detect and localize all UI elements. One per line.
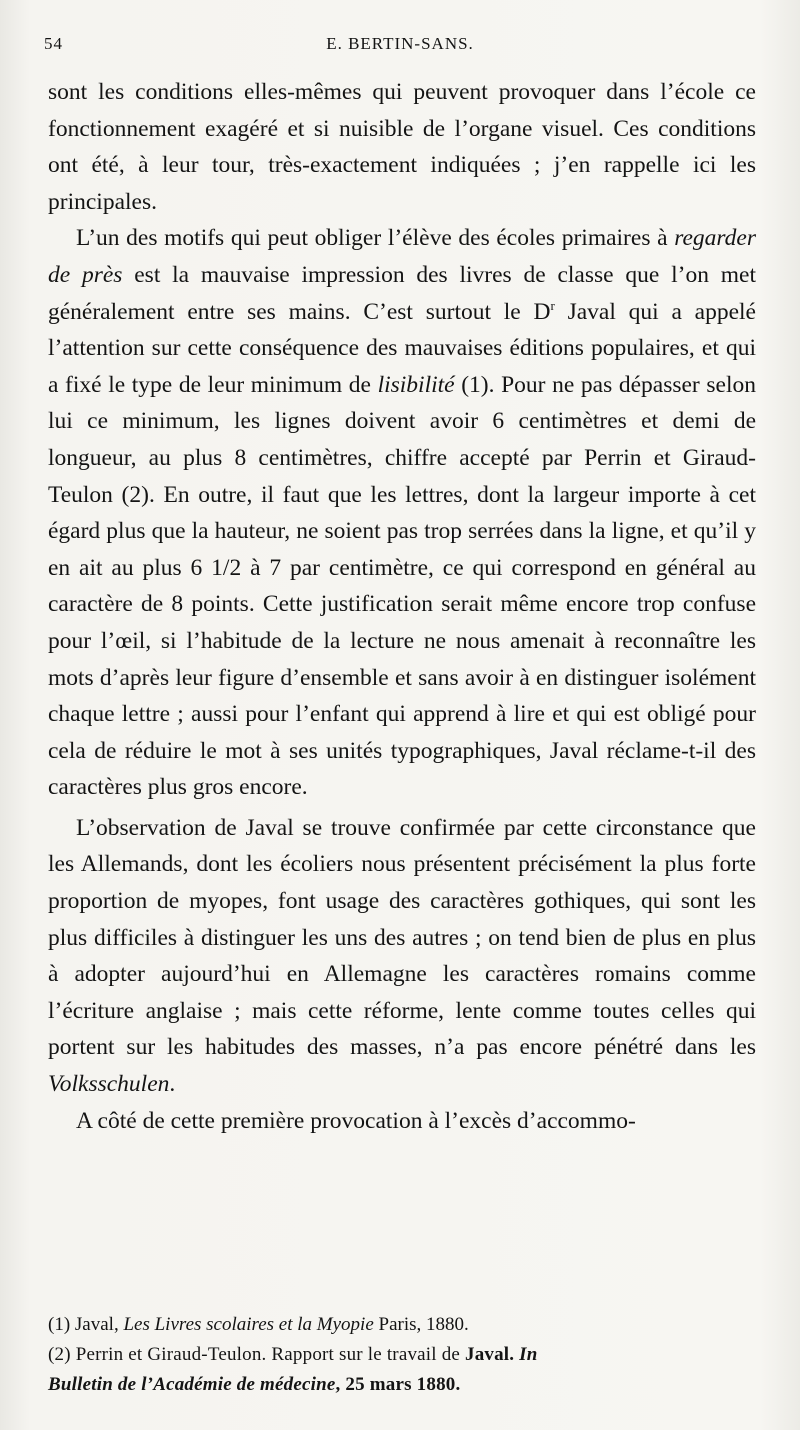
paragraph-2-italic-regarder: regarder de près <box>48 225 756 288</box>
paragraph-2-text-a: L’un des motifs qui peut obliger l’élève des écoles primaires à <box>76 225 675 252</box>
paragraph-3 <box>48 810 756 1103</box>
footnote-1-rest: Paris, 1880. <box>373 1314 469 1335</box>
paragraph-2-text-b: est la mauvaise impression des livres de classe que l’on met généralement entre ses mains. C’est surtout le D <box>48 261 756 325</box>
paragraph-2-italic-lisibilite: lisibilité <box>377 371 455 398</box>
footnote-2-continued <box>48 1370 756 1400</box>
page-number: 54 <box>44 34 63 53</box>
footnote-2-text: (2) Perrin et Giraud-Teulon. Rapport sur le travail de <box>48 1344 465 1365</box>
footnote-1-title: Les Livres scolaires et la Myopie <box>123 1314 374 1335</box>
footnote-2-date: , 25 mars 1880. <box>335 1374 461 1395</box>
footnotes <box>48 1310 756 1400</box>
footnote-1-ref: (1) Javal, <box>48 1314 124 1335</box>
paragraph-4: A côté de cette première provocation à l’excès d’accommo- <box>76 1107 636 1134</box>
superscript-r: r <box>550 297 555 313</box>
body-text <box>48 74 756 1139</box>
footnote-1 <box>48 1310 756 1340</box>
running-head: E. BERTIN-SANS. <box>326 34 474 53</box>
paragraph-3-text-a: L’observation de Javal se trouve confirmée par cette circonstance que les Allemands, dont les écoliers nous présentent précisément la plus forte proportion de myopes, font usage des caractères gothiques, qui sont les plus difficiles à distinguer les uns des autres ; on tend bien de plus en plus à adopter aujourd’hui en Allemagne les caractères romains comme l’écriture anglaise ; mais cette réforme, lente comme toutes celles qui portent sur les habitudes des masses, n’a pas encore pénétré dans les <box>48 814 756 1061</box>
paragraph-2 <box>48 220 756 806</box>
paragraph-3-text-b: . <box>169 1071 176 1098</box>
page-header <box>44 34 756 64</box>
paragraph-3-italic-volksschulen: Volksschulen <box>48 1071 170 1098</box>
footnote-2-author: Javal. <box>465 1344 515 1365</box>
footnote-2-in: In <box>514 1344 538 1365</box>
paragraph-2-text-c: Javal qui a appelé l’attention sur cette conséquence des mauvaises éditions populaires, et qui a fixé le type de leur minimum de <box>48 298 756 398</box>
footnote-2 <box>48 1340 756 1370</box>
footnote-2-journal: Bulletin de l’Académie de médecine <box>48 1374 336 1395</box>
paragraph-2-text-d: (1). Pour ne pas dépasser selon lui ce minimum, les lignes doivent avoir 6 centimètres et demi de longueur, au plus 8 centimètres, chiffre accepté par Perrin et Giraud-Teulon (2). En outre, il faut que les lettres, dont la largeur importe à cet égard plus que la hauteur, ne soient pas trop serrées dans la ligne, et qu’il y en ait au plus 6 1/2 à 7 par centimètre, ce qui correspond en général au caractère de 8 points. Cette justification serait même encore trop confuse pour l’œil, si l’habitude de la lecture ne nous amenait à reconnaître les mots d’après leur figure d’ensemble et sans avoir à en distinguer isolément chaque lettre ; aussi pour l’enfant qui apprend à lire et qui est obligé pour cela de réduire le mot à ses unités typographiques, Javal réclame-t-il des caractères plus gros encore. <box>48 371 756 801</box>
paragraph-1: sont les conditions elles-mêmes qui peuvent provoquer dans l’école ce fonctionnement exagéré et si nuisible de l’organe visuel. Ces conditions ont été, à leur tour, très-exactement indiquées ; j’en rappelle ici les principales. <box>48 79 756 215</box>
